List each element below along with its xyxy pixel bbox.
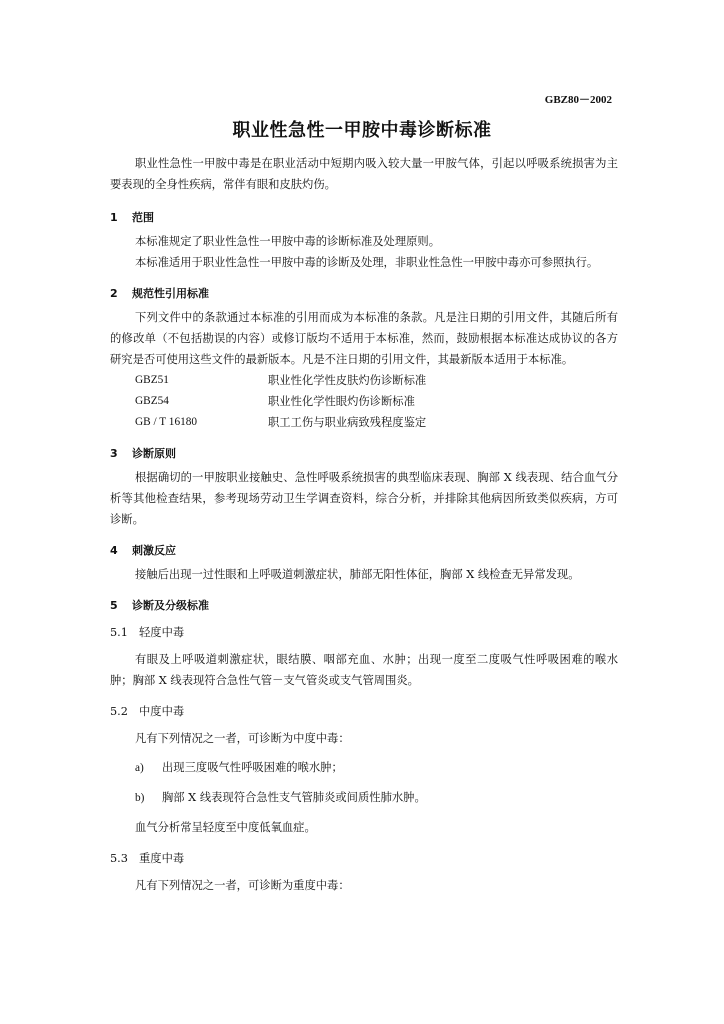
reference-code: GB / T 16180 [135,416,198,428]
section-number: 2 [110,287,118,300]
subsection-title: 轻度中毒 [139,626,185,639]
list-item [110,757,618,779]
reference-name: 职工工伤与职业病致残程度鉴定 [268,416,427,429]
intro-paragraph: 职业性急性一甲胺中毒是在职业活动中短期内吸入较大量一甲胺气体，引起以呼吸系统损害为主要表现的全身性疾病，常伴有眼和皮肤灼伤。 [110,157,618,191]
list-item-text: 出现三度吸气性呼吸困难的喉水肿； [162,761,343,774]
subsection-5-2-heading [110,701,618,722]
section-2-heading [110,283,618,304]
subsection-title: 中度中毒 [139,705,185,718]
section-4-paragraph-1: 接触后出现一过性眼和上呼吸道刺激症状，肺部无阳性体征，胸部 X 线检查无异常发现。 [135,568,580,581]
reference-name: 职业性化学性眼灼伤诊断标准 [268,395,415,408]
section-1-paragraph-2: 本标准适用于职业性急性一甲胺中毒的诊断及处理，非职业性急性一甲胺中毒亦可参照执行。 [135,256,599,269]
section-title: 刺激反应 [132,544,176,557]
section-title: 诊断原则 [132,447,176,460]
section-2-paragraph-1: 下列文件中的条款通过本标准的引用而成为本标准的条款。凡是注日期的引用文件，其随后所有的修改单（不包括勘误的内容）或修订版均不适用于本标准，然而，鼓励根据本标准达成协议的各方研究是否可使用这些文件的最新版本。凡是不注日期的引用文件，其最新版本适用于本标准。 [110,311,618,366]
subsection-5-3-heading [110,848,618,869]
standard-code: GBZ80－2002 [544,94,612,106]
reference-row [110,370,618,391]
subsection-number: 5.1 [110,626,128,639]
subsection-5-2-paragraph-1: 凡有下列情况之一者，可诊断为中度中毒： [135,732,350,745]
section-3-paragraph-1: 根据确切的一甲胺职业接触史、急性呼吸系统损害的典型临床表现、胸部 X 线表现、结合血气分析等其他检查结果，参考现场劳动卫生学调查资料，综合分析，并排除其他病因所致类似疾病，方可诊断。 [110,471,618,526]
section-number: 1 [110,211,118,224]
section-title: 诊断及分级标准 [132,599,209,612]
reference-row [110,391,618,412]
list-item-text: 胸部 X 线表现符合急性支气管肺炎或间质性肺水肿。 [162,791,426,804]
subsection-5-3-paragraph-1: 凡有下列情况之一者，可诊断为重度中毒： [135,879,350,892]
section-1-heading [110,207,618,228]
reference-code: GBZ51 [135,374,169,386]
subsection-5-1-paragraph-1: 有眼及上呼吸道刺激症状，眼结膜、咽部充血、水肿；出现一度至二度吸气性呼吸困难的喉水肿；胸部 X 线表现符合急性气管－支气管炎或支气管周围炎。 [110,653,618,687]
subsection-number: 5.2 [110,705,128,718]
subsection-title: 重度中毒 [139,852,185,865]
section-title: 范围 [132,211,154,224]
section-3-heading [110,443,618,464]
section-1-paragraph-1: 本标准规定了职业性急性一甲胺中毒的诊断标准及处理原则。 [135,235,441,248]
section-title: 规范性引用标准 [132,287,209,300]
reference-row [110,412,618,433]
list-item-letter: a) [135,762,144,774]
subsection-5-1-heading [110,622,618,643]
reference-code: GBZ54 [135,395,169,407]
list-item-letter: b) [135,792,145,804]
document-title: 职业性急性一甲胺中毒诊断标准 [232,120,492,141]
section-number: 4 [110,544,118,557]
section-number: 3 [110,447,118,460]
document-body [110,153,618,896]
subsection-5-2-paragraph-2: 血气分析常呈轻度至中度低氧血症。 [135,821,316,834]
subsection-number: 5.3 [110,852,128,865]
section-5-heading [110,595,618,616]
section-4-heading [110,540,618,561]
reference-name: 职业性化学性皮肤灼伤诊断标准 [268,374,427,387]
list-item [110,787,618,809]
section-number: 5 [110,599,118,612]
